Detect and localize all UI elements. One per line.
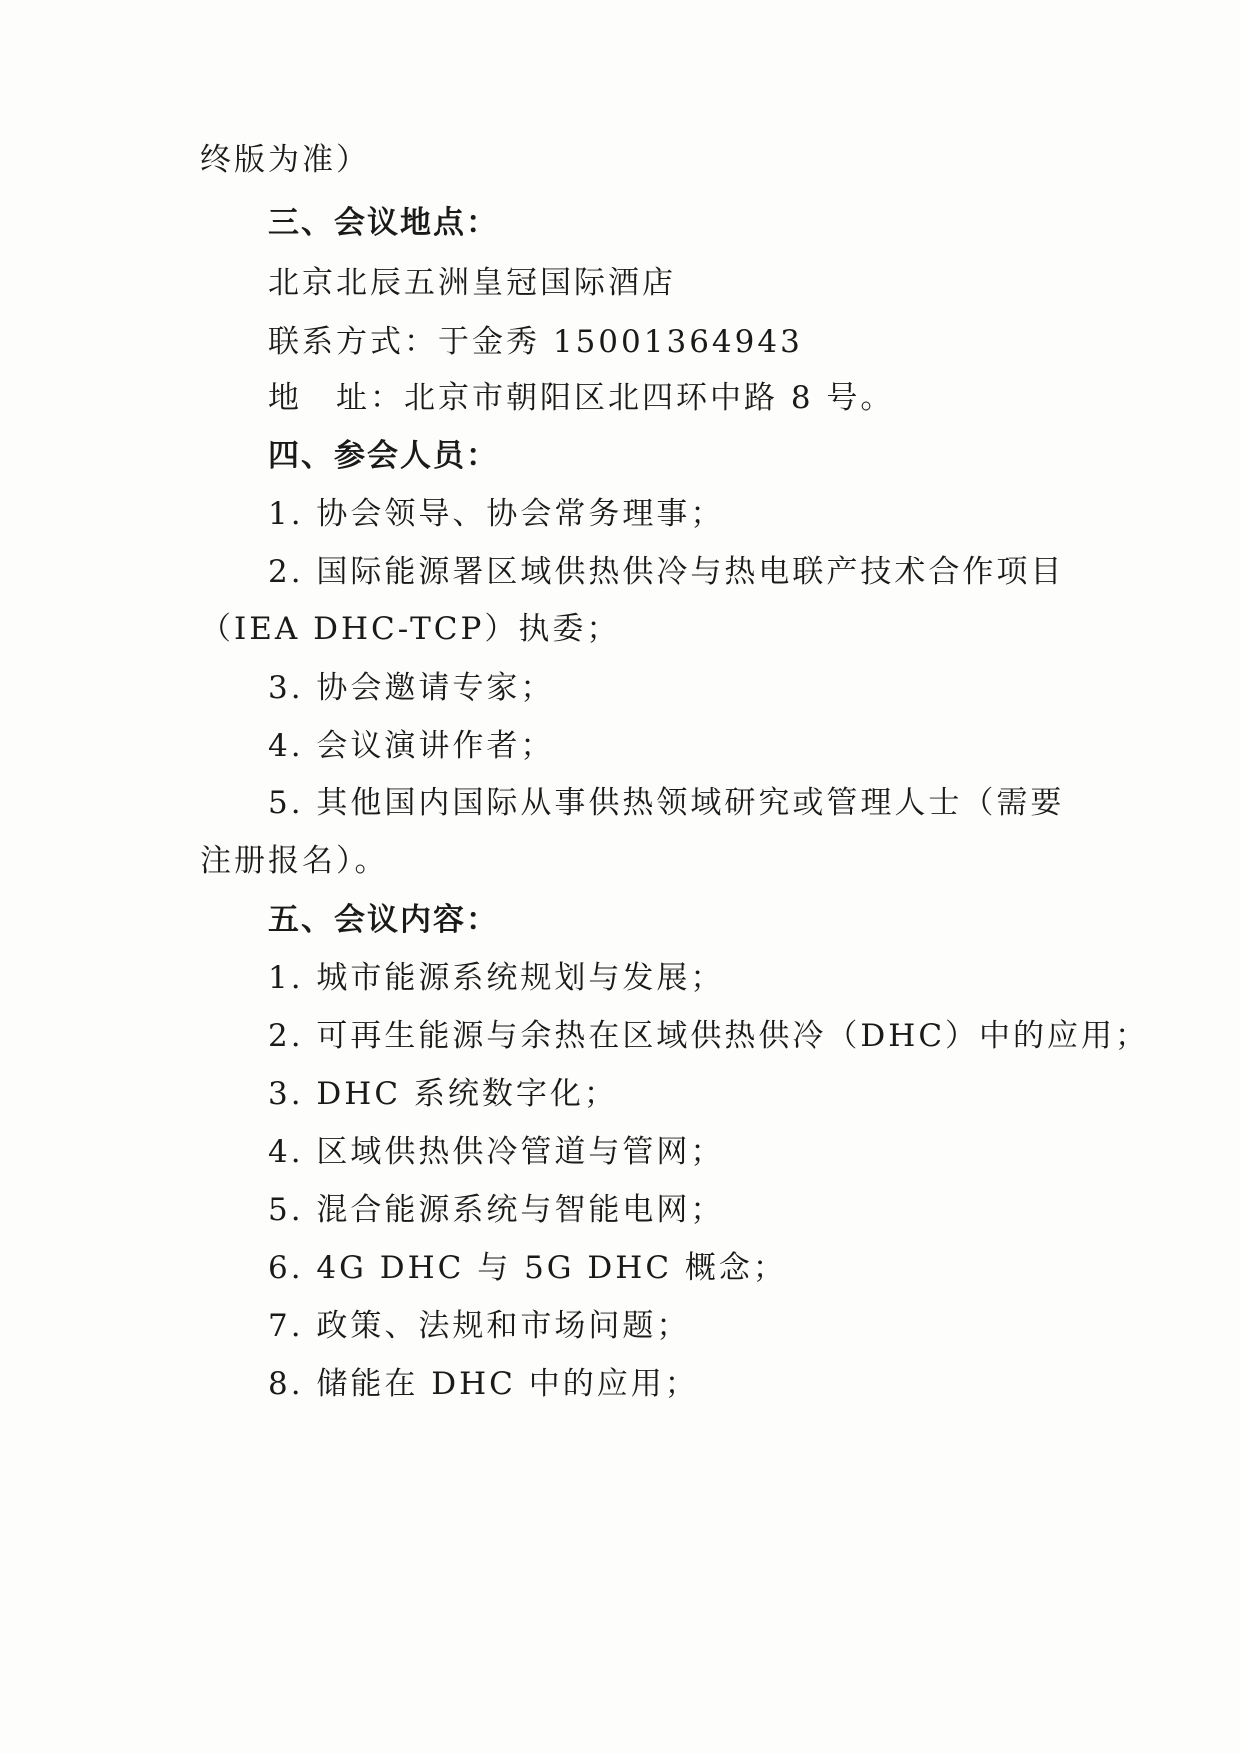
address: 地 址：北京市朝阳区北四环中路 8 号。 bbox=[268, 380, 895, 416]
topic-item: 5. 混合能源系统与智能电网； bbox=[268, 1192, 725, 1228]
continuation-text: 终版为准） bbox=[200, 142, 370, 178]
attendee-item: 2. 国际能源署区域供热供冷与热电联产技术合作项目 bbox=[268, 554, 1065, 590]
section-3-heading: 三、会议地点： bbox=[268, 205, 499, 241]
topic-item: 1. 城市能源系统规划与发展； bbox=[268, 960, 725, 996]
venue-name: 北京北辰五洲皇冠国际酒店 bbox=[268, 265, 676, 301]
topic-item: 8. 储能在 DHC 中的应用； bbox=[268, 1366, 699, 1402]
attendee-item-continuation: 注册报名）。 bbox=[200, 843, 389, 879]
topic-item: 6. 4G DHC 与 5G DHC 概念； bbox=[268, 1250, 787, 1286]
topic-item: 7. 政策、法规和市场问题； bbox=[268, 1308, 691, 1344]
attendee-item-continuation: （IEA DHC-TCP）执委； bbox=[200, 611, 621, 647]
topic-item: 3. DHC 系统数字化； bbox=[268, 1076, 618, 1112]
section-5-heading: 五、会议内容： bbox=[268, 902, 499, 938]
section-4-heading: 四、参会人员： bbox=[268, 438, 499, 474]
topic-item: 4. 区域供热供冷管道与管网； bbox=[268, 1134, 725, 1170]
topic-item: 2. 可再生能源与余热在区域供热供冷（DHC）中的应用； bbox=[268, 1018, 1150, 1054]
attendee-item: 1. 协会领导、协会常务理事； bbox=[268, 496, 725, 532]
attendee-item: 5. 其他国内国际从事供热领域研究或管理人士（需要 bbox=[268, 785, 1065, 821]
attendee-item: 3. 协会邀请专家； bbox=[268, 670, 555, 706]
attendee-item: 4. 会议演讲作者； bbox=[268, 728, 555, 764]
contact-info: 联系方式：于金秀 15001364943 bbox=[268, 324, 803, 360]
